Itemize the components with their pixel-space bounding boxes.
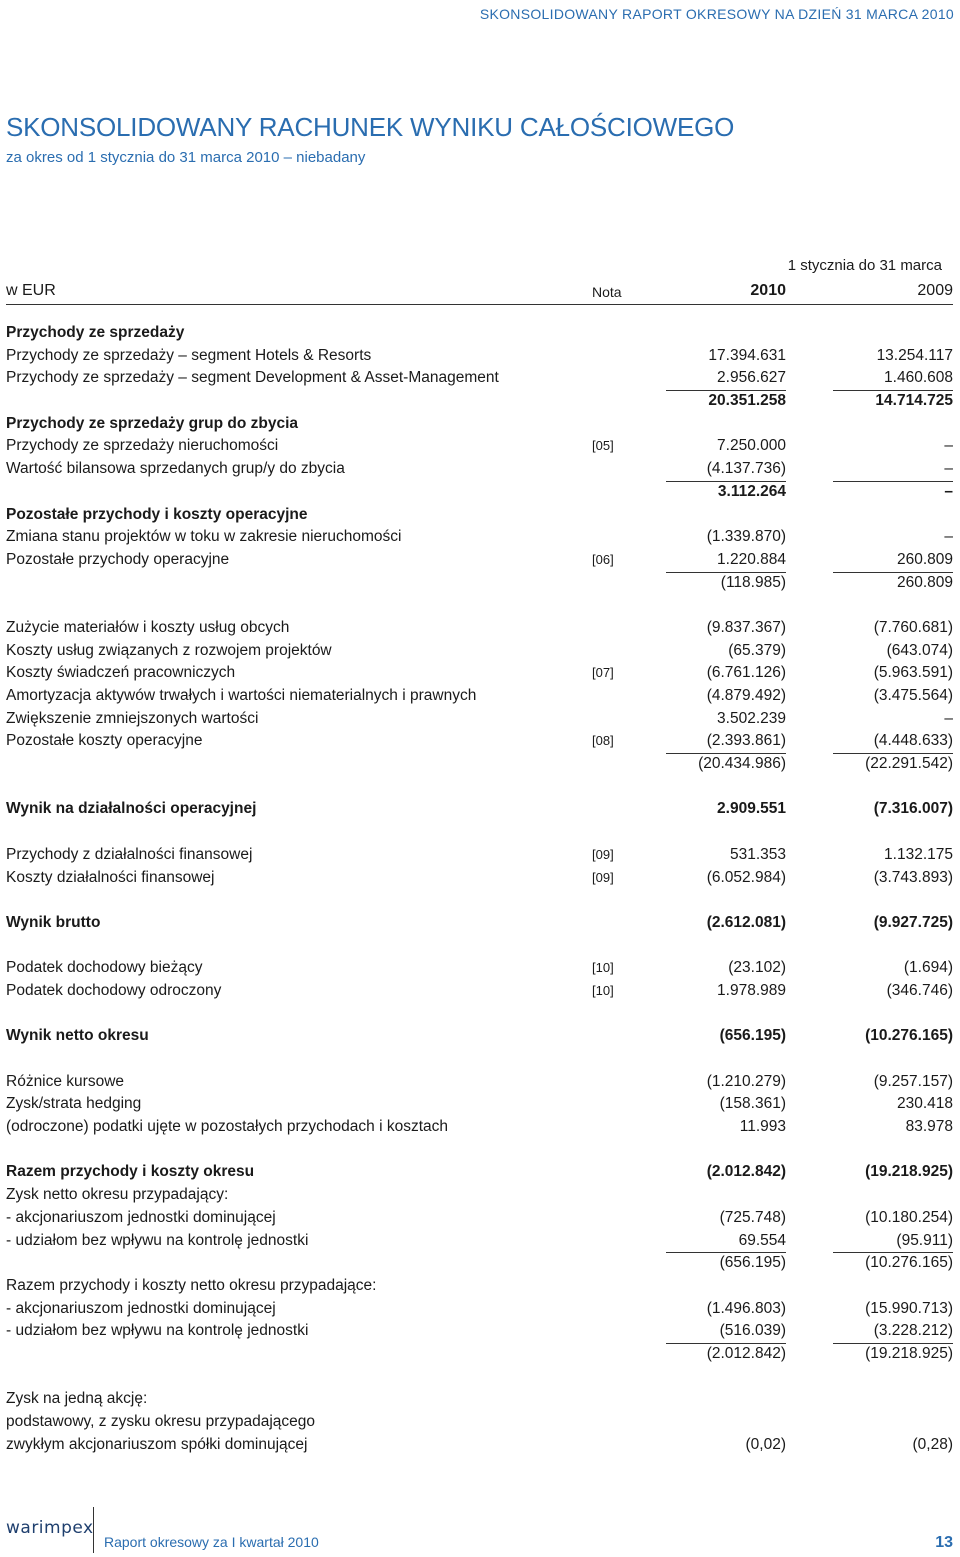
table-row [0, 1071, 960, 1094]
table-row [0, 1207, 960, 1230]
table-row [0, 1025, 960, 1048]
row-label: Amortyzacja aktywów trwałych i wartości niematerialnych i prawnych [6, 687, 477, 704]
row-nota: [09] [592, 846, 614, 862]
row-nota: [09] [592, 869, 614, 885]
table-row [0, 322, 960, 345]
value-2009: (10.180.254) [865, 1208, 953, 1226]
value-2010: 20.351.258 [708, 392, 786, 410]
row-label: Zmiana stanu projektów w toku w zakresie nieruchomości [6, 528, 402, 546]
page-subtitle: za okres od 1 stycznia do 31 marca 2010 – niebadany [6, 149, 366, 166]
row-nota: [05] [592, 438, 614, 454]
row-label: - akcjonariuszom jednostki dominującej [6, 1299, 276, 1317]
value-2009: 1.460.608 [884, 369, 953, 387]
value-2010: 17.394.631 [708, 346, 786, 364]
row-label: Przychody ze sprzedaży grup do zbycia [6, 414, 298, 432]
value-2010: 531.353 [729, 845, 786, 863]
value-2009: (19.218.925) [865, 1344, 953, 1362]
value-2010: 3.502.239 [717, 709, 786, 727]
value-2009: (3.475.564) [873, 687, 953, 704]
page-title: SKONSOLIDOWANY RACHUNEK WYNIKU CAŁOŚCIOWEGO [6, 112, 735, 142]
table-row [0, 640, 960, 663]
value-2009: 230.418 [896, 1095, 953, 1113]
value-2009: (7.760.681) [873, 618, 953, 636]
table-row [0, 662, 960, 685]
table-row [0, 458, 960, 481]
table-row [0, 708, 960, 731]
value-2009: (3.743.893) [873, 868, 953, 886]
value-2009: 14.714.725 [875, 392, 953, 410]
value-2010: 2.956.627 [717, 369, 786, 387]
table-row [0, 798, 960, 821]
value-2010: (656.195) [719, 1254, 786, 1272]
row-label: (odroczone) podatki ujęte w pozostałych przychodach i kosztach [6, 1118, 448, 1136]
row-label: Pozostałe przychody operacyjne [6, 550, 230, 568]
row-label: Wynik brutto [6, 913, 101, 931]
value-2010: (6.761.126) [706, 664, 786, 682]
year-2009-header: 2009 [917, 282, 953, 299]
value-2010: (2.393.861) [706, 732, 786, 750]
row-spacer [0, 889, 960, 912]
value-2010: (1.210.279) [706, 1072, 786, 1090]
running-header: SKONSOLIDOWANY RAPORT OKRESOWY NA DZIEŃ 31 MARCA 2010 [479, 6, 954, 22]
value-2009: – [944, 482, 953, 500]
period-label: 1 stycznia do 31 marca [787, 257, 942, 274]
value-2010: 1.220.884 [717, 550, 786, 568]
value-2009: 260.809 [896, 550, 953, 568]
row-label: Wynik na działalności operacyjnej [6, 800, 257, 818]
table-row [0, 1116, 960, 1139]
footer-report-label: Raport okresowy za I kwartał 2010 [104, 1534, 319, 1550]
value-2009: (4.448.633) [873, 732, 953, 750]
value-2009: (5.963.591) [873, 664, 953, 682]
value-2009: 1.132.175 [884, 845, 953, 863]
row-label: Razem przychody i koszty netto okresu przypadające: [6, 1276, 377, 1294]
value-2010: (2.012.842) [706, 1163, 786, 1181]
row-nota: [08] [592, 733, 614, 749]
table-row [0, 1093, 960, 1116]
value-2009: – [944, 437, 953, 455]
table-row [0, 1388, 960, 1411]
value-2010: (2.012.842) [706, 1344, 786, 1362]
value-2009: (10.276.165) [865, 1027, 953, 1045]
row-spacer [0, 935, 960, 958]
value-2010: (4.879.492) [706, 687, 786, 704]
value-2010: (4.137.736) [706, 460, 786, 478]
row-spacer [0, 594, 960, 617]
table-row [0, 1298, 960, 1321]
currency-label: w EUR [6, 282, 56, 299]
value-2010: 2.909.551 [717, 800, 786, 818]
table-row [0, 481, 960, 504]
row-spacer [0, 821, 960, 844]
table-row [0, 1320, 960, 1343]
row-label: Zwiększenie zmniejszonych wartości [6, 709, 259, 727]
nota-header: Nota [592, 284, 622, 300]
table-row [0, 1230, 960, 1253]
row-label: Przychody ze sprzedaży nieruchomości [6, 437, 279, 455]
value-2009: (1.694) [903, 959, 953, 977]
table-row [0, 1275, 960, 1298]
value-2010: (656.195) [719, 1027, 786, 1045]
value-2010: (1.496.803) [706, 1299, 786, 1317]
table-row [0, 413, 960, 436]
value-2009: (643.074) [886, 641, 953, 659]
table-row [0, 1343, 960, 1366]
value-2009: (3.228.212) [873, 1322, 953, 1340]
row-label: Przychody ze sprzedaży – segment Development & Asset-Management [6, 369, 499, 387]
table-row [0, 504, 960, 527]
value-2010: (65.379) [728, 641, 786, 659]
row-label: podstawowy, z zysku okresu przypadającego [6, 1413, 316, 1430]
table-row [0, 367, 960, 390]
row-label: Zużycie materiałów i koszty usług obcych [6, 618, 290, 636]
row-label: Przychody ze sprzedaży – segment Hotels & Resorts [6, 346, 372, 364]
value-2009: (7.316.007) [873, 800, 953, 818]
row-label: Podatek dochodowy bieżący [6, 959, 203, 977]
table-row [0, 1434, 960, 1457]
value-2010: 69.554 [738, 1231, 786, 1249]
value-2009: (0,28) [912, 1435, 953, 1453]
value-2009: (15.990.713) [865, 1299, 953, 1317]
row-label: Pozostałe koszty operacyjne [6, 732, 203, 750]
row-label: Zysk na jedną akcję: [6, 1390, 148, 1408]
value-2010: (23.102) [728, 959, 786, 977]
value-2010: (20.434.986) [698, 755, 786, 773]
row-nota: [06] [592, 551, 614, 567]
value-2010: (0,02) [745, 1435, 786, 1453]
value-2009: (95.911) [896, 1231, 953, 1249]
page-number: 13 [935, 1534, 953, 1551]
table-row [0, 526, 960, 549]
year-2010-header: 2010 [750, 282, 786, 299]
table-row [0, 685, 960, 708]
company-logo: warimpex [6, 1518, 94, 1538]
table-row [0, 390, 960, 413]
value-2009: (9.257.157) [873, 1072, 953, 1090]
row-label: zwykłym akcjonariuszom spółki dominującej [6, 1435, 308, 1453]
row-label: Przychody z działalności finansowej [6, 845, 253, 863]
value-2010: 7.250.000 [717, 437, 786, 455]
row-label: Wartość bilansowa sprzedanych grup/y do zbycia [6, 460, 345, 478]
row-label: Zysk netto okresu przypadający: [6, 1186, 229, 1204]
statement-table [0, 322, 960, 1456]
row-spacer [0, 1003, 960, 1026]
value-2009: – [944, 460, 953, 478]
value-2010: (2.612.081) [706, 913, 786, 931]
row-label: Różnice kursowe [6, 1072, 125, 1090]
value-2009: 260.809 [896, 573, 953, 591]
row-nota: [10] [592, 960, 614, 976]
value-2010: 1.978.989 [717, 981, 786, 999]
row-label: Przychody ze sprzedaży [6, 324, 185, 341]
table-row [0, 1252, 960, 1275]
row-label: Koszty działalności finansowej [6, 868, 215, 886]
value-2009: – [944, 528, 953, 546]
row-label: Koszty usług związanych z rozwojem projektów [6, 641, 332, 659]
value-2009: 83.978 [905, 1118, 953, 1136]
row-label: Pozostałe przychody i koszty operacyjne [6, 505, 308, 523]
row-label: Zysk/strata hedging [6, 1095, 142, 1113]
value-2010: 11.993 [739, 1118, 786, 1136]
table-row [0, 730, 960, 753]
value-2009: – [944, 709, 953, 727]
table-row [0, 912, 960, 935]
table-row [0, 345, 960, 368]
table-row [0, 617, 960, 640]
value-2009: (19.218.925) [865, 1163, 953, 1181]
value-2010: (6.052.984) [706, 868, 786, 886]
row-spacer [0, 1366, 960, 1389]
row-label: - akcjonariuszom jednostki dominującej [6, 1208, 276, 1226]
table-row [0, 867, 960, 890]
row-spacer [0, 1139, 960, 1162]
table-row [0, 980, 960, 1003]
value-2010: 3.112.264 [717, 482, 786, 500]
row-label: Razem przychody i koszty okresu [6, 1163, 255, 1181]
value-2010: (158.361) [719, 1095, 786, 1113]
row-label: Koszty świadczeń pracowniczych [6, 664, 236, 682]
value-2010: (118.985) [720, 573, 786, 591]
row-label: Podatek dochodowy odroczony [6, 981, 222, 999]
row-nota: [10] [592, 982, 614, 998]
value-2010: (725.748) [719, 1208, 786, 1226]
row-spacer [0, 776, 960, 799]
row-label: Wynik netto okresu [6, 1027, 149, 1045]
table-row [0, 1161, 960, 1184]
row-label: - udziałom bez wpływu na kontrolę jednostki [6, 1322, 309, 1340]
table-row [0, 572, 960, 595]
table-row [0, 435, 960, 458]
row-nota: [07] [592, 665, 614, 681]
row-spacer [0, 1048, 960, 1071]
value-2010: (516.039) [719, 1322, 786, 1340]
subtotal-rule-2009 [833, 481, 953, 482]
value-2009: (10.276.165) [865, 1254, 953, 1272]
table-row [0, 1184, 960, 1207]
value-2009: 13.254.117 [876, 346, 953, 364]
table-row [0, 1411, 960, 1434]
table-row [0, 753, 960, 776]
value-2010: (9.837.367) [706, 618, 786, 636]
table-row [0, 844, 960, 867]
value-2009: (9.927.725) [873, 913, 953, 931]
value-2010: (1.339.870) [706, 528, 786, 546]
table-row [0, 549, 960, 572]
row-label: - udziałom bez wpływu na kontrolę jednostki [6, 1231, 309, 1249]
table-row [0, 957, 960, 980]
value-2009: (346.746) [886, 981, 953, 999]
header-rule [6, 304, 953, 305]
value-2009: (22.291.542) [865, 755, 953, 773]
